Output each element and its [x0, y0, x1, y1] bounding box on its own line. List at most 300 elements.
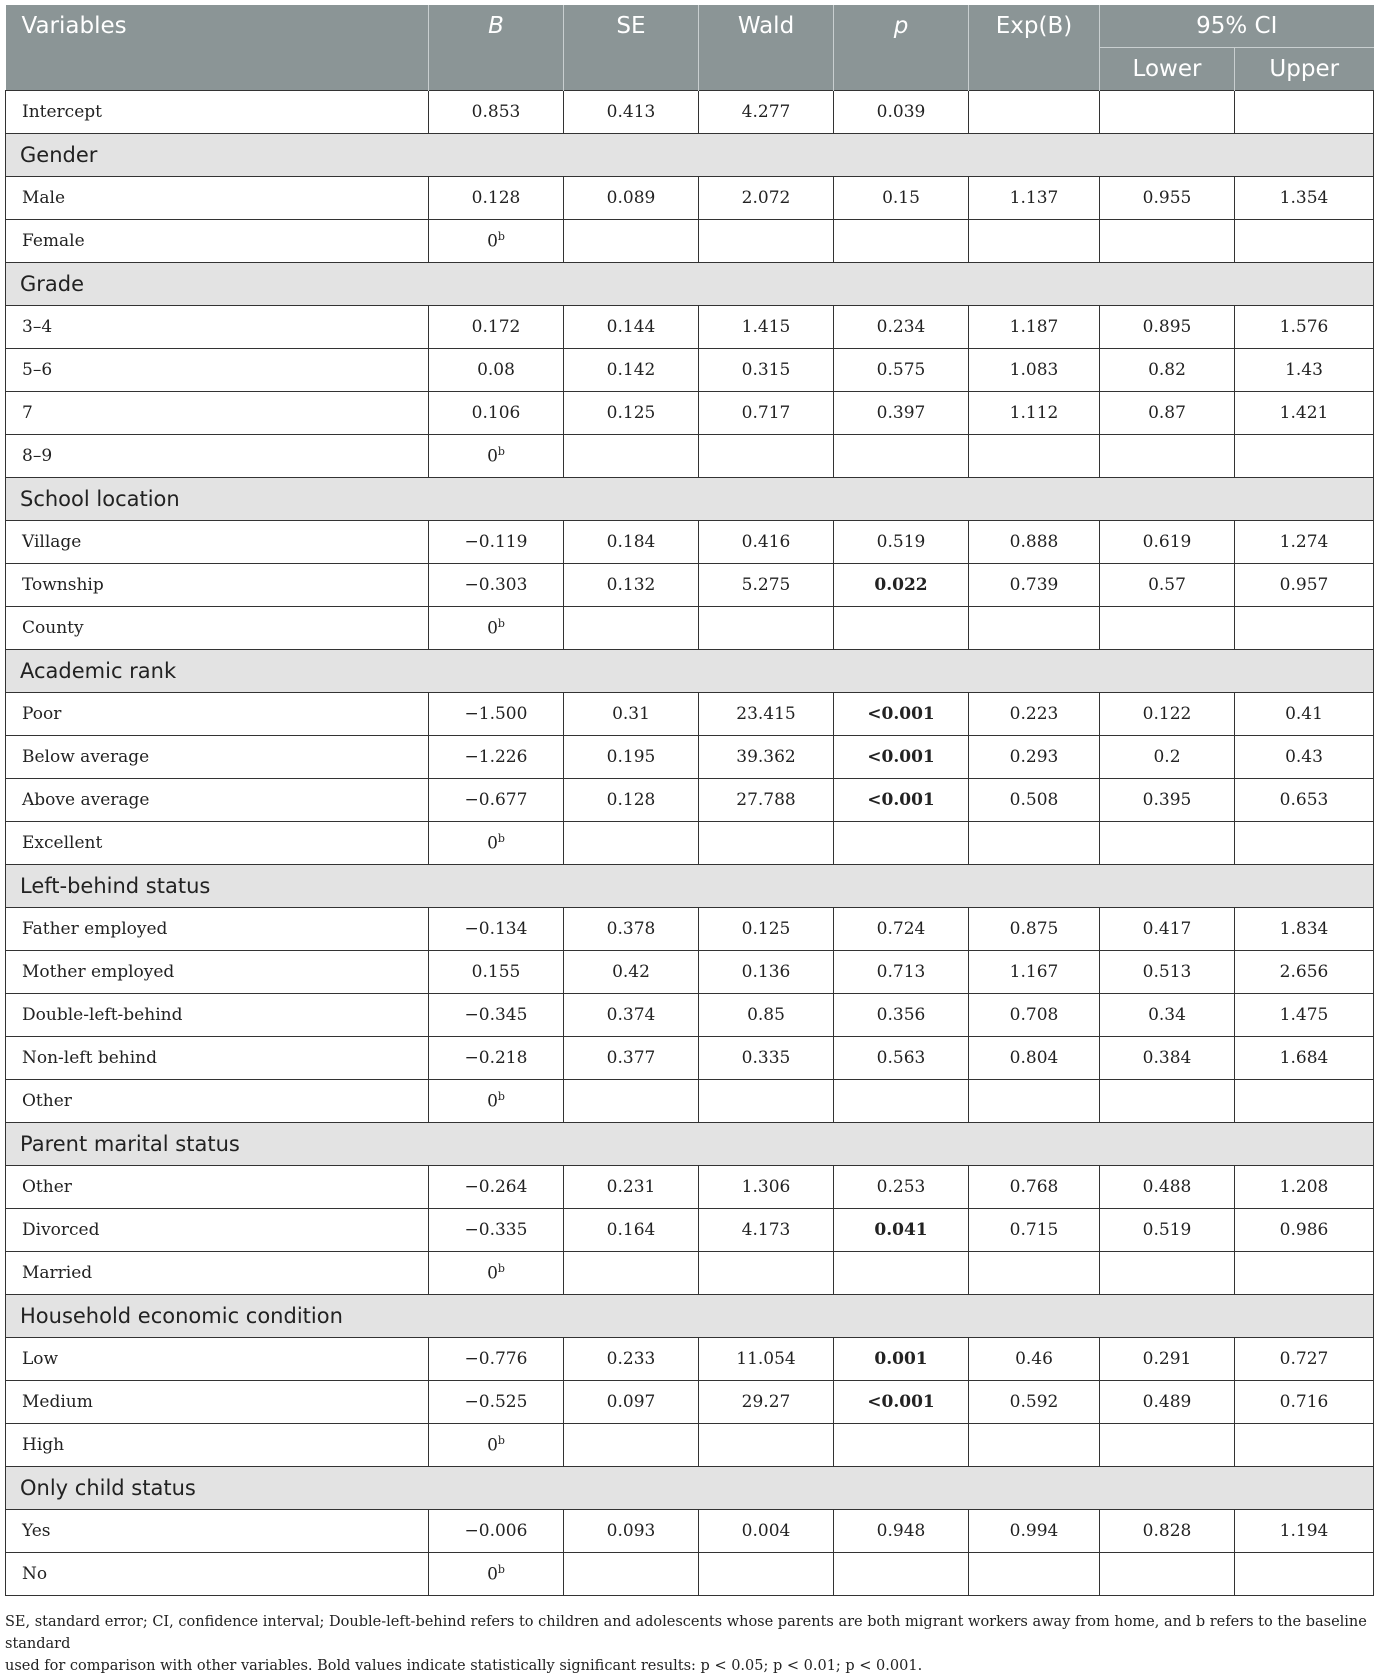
- cell-upper: [1235, 1166, 1374, 1209]
- cell-value: 0.195: [606, 747, 656, 767]
- cell-wald: [699, 1209, 834, 1252]
- cell-se: [564, 306, 699, 349]
- cell-se: [564, 564, 699, 607]
- cell-value: 0.106: [471, 403, 521, 423]
- baseline-marker: b: [497, 1434, 505, 1448]
- cell-value: 0.335: [741, 1048, 791, 1068]
- cell-lower: [1100, 392, 1235, 435]
- cell-p: [834, 607, 969, 650]
- cell-lower: [1100, 1166, 1235, 1209]
- cell-value: 1.167: [1009, 962, 1059, 982]
- cell-wald: [699, 607, 834, 650]
- cell-value: 1.083: [1009, 360, 1059, 380]
- cell-exp: [969, 1510, 1100, 1553]
- cell-lower: [1100, 521, 1235, 564]
- section-header-row: [6, 263, 1374, 306]
- cell-p: [834, 1424, 969, 1467]
- cell-value: 0.957: [1279, 575, 1329, 595]
- cell-upper: [1235, 1424, 1374, 1467]
- cell-value: 0.563: [876, 1048, 926, 1068]
- header-expb: Exp(B): [969, 5, 1100, 91]
- cell-p: [834, 349, 969, 392]
- baseline-marker: b: [497, 617, 505, 631]
- cell-upper: [1235, 951, 1374, 994]
- table-row: [6, 1166, 1374, 1209]
- cell-lower: [1100, 607, 1235, 650]
- cell-value: 2.656: [1279, 962, 1329, 982]
- cell-value: 0.828: [1142, 1521, 1192, 1541]
- cell-exp: [969, 91, 1100, 134]
- cell-wald: [699, 994, 834, 1037]
- cell-b: [429, 564, 564, 607]
- cell-value: 0: [487, 446, 498, 467]
- baseline-marker: b: [497, 1090, 505, 1104]
- cell-exp: [969, 1338, 1100, 1381]
- cell-exp: [969, 306, 1100, 349]
- cell-value: 0.508: [1009, 790, 1059, 810]
- cell-wald: [699, 177, 834, 220]
- cell-se: 0.413: [564, 91, 699, 134]
- cell-value: 11.054: [736, 1349, 796, 1369]
- footnote-line-2: used for comparison with other variables. Bold values indicate statistically significant results: p < 0.05; p < 0.01; p < 0.001.: [5, 1658, 923, 1674]
- cell-b: [429, 521, 564, 564]
- cell-value: 0.378: [606, 919, 656, 939]
- cell-value: 0.416: [741, 532, 791, 552]
- row-label: 3–4: [6, 306, 429, 349]
- cell-value: −0.218: [464, 1048, 528, 1068]
- section-header-row: [6, 1295, 1374, 1338]
- cell-value: 0.519: [1142, 1220, 1192, 1240]
- cell-value: −0.776: [464, 1349, 528, 1369]
- cell-lower: [1100, 91, 1235, 134]
- cell-p: [834, 220, 969, 263]
- row-label: High: [6, 1424, 429, 1467]
- cell-value: 0.31: [612, 704, 650, 724]
- cell-wald: [699, 1080, 834, 1123]
- cell-exp: [969, 349, 1100, 392]
- cell-b: [429, 1381, 564, 1424]
- cell-value: 0.716: [1279, 1392, 1329, 1412]
- row-label: County: [6, 607, 429, 650]
- row-label: Excellent: [6, 822, 429, 865]
- cell-se: [564, 779, 699, 822]
- cell-p: [834, 693, 969, 736]
- table-row: [6, 951, 1374, 994]
- cell-upper: [1235, 822, 1374, 865]
- cell-wald: [699, 564, 834, 607]
- cell-value: 0.15: [882, 188, 920, 208]
- cell-b: [429, 1510, 564, 1553]
- cell-p: [834, 1080, 969, 1123]
- section-title: Grade: [6, 263, 1374, 306]
- cell-value: 0.172: [471, 317, 521, 337]
- cell-b: [429, 951, 564, 994]
- cell-value: 0.122: [1142, 704, 1192, 724]
- cell-value: 0: [487, 231, 498, 252]
- cell-p: [834, 564, 969, 607]
- cell-value: 0.125: [741, 919, 791, 939]
- cell-value: 0.136: [741, 962, 791, 982]
- cell-wald: [699, 1381, 834, 1424]
- section-title: School location: [6, 478, 1374, 521]
- cell-p: [834, 1037, 969, 1080]
- cell-value: 0.142: [606, 360, 656, 380]
- cell-se: [564, 349, 699, 392]
- section-title: Academic rank: [6, 650, 1374, 693]
- table-row: [6, 1209, 1374, 1252]
- cell-b: [429, 220, 564, 263]
- cell-p: [834, 779, 969, 822]
- cell-lower: [1100, 693, 1235, 736]
- cell-exp: [969, 951, 1100, 994]
- cell-value: 0.397: [876, 403, 926, 423]
- cell-value: 0.315: [741, 360, 791, 380]
- cell-value: 1.475: [1279, 1005, 1329, 1025]
- cell-value: 1.684: [1279, 1048, 1329, 1068]
- cell-upper: [1235, 994, 1374, 1037]
- row-label: Low: [6, 1338, 429, 1381]
- cell-se: [564, 994, 699, 1037]
- cell-lower: [1100, 1338, 1235, 1381]
- cell-b: [429, 1080, 564, 1123]
- cell-lower: [1100, 564, 1235, 607]
- section-title: Left-behind status: [6, 865, 1374, 908]
- cell-value: 0.804: [1009, 1048, 1059, 1068]
- table-row: [6, 994, 1374, 1037]
- table-row: [6, 435, 1374, 478]
- cell-p: [834, 306, 969, 349]
- row-label: Township: [6, 564, 429, 607]
- cell-wald: [699, 1553, 834, 1596]
- cell-value: 1.194: [1279, 1521, 1329, 1541]
- table-row: [6, 177, 1374, 220]
- cell-b: [429, 177, 564, 220]
- cell-upper: [1235, 1553, 1374, 1596]
- cell-value: 0.184: [606, 532, 656, 552]
- footnote-line-1: SE, standard error; CI, confidence interval; Double-left-behind refers to children and adolescents whose parents are both migrant workers away from home, and b refers to the baseline standard: [5, 1614, 1367, 1652]
- cell-lower: [1100, 1080, 1235, 1123]
- cell-se: [564, 736, 699, 779]
- cell-value: 0.994: [1009, 1521, 1059, 1541]
- cell-value: 0.395: [1142, 790, 1192, 810]
- cell-se: [564, 1166, 699, 1209]
- table-row: [6, 822, 1374, 865]
- cell-b: [429, 908, 564, 951]
- row-label: 8–9: [6, 435, 429, 478]
- cell-lower: [1100, 1209, 1235, 1252]
- cell-lower: [1100, 349, 1235, 392]
- cell-exp: [969, 908, 1100, 951]
- cell-se: [564, 1553, 699, 1596]
- cell-wald: [699, 521, 834, 564]
- cell-se: [564, 392, 699, 435]
- cell-lower: [1100, 951, 1235, 994]
- table-header: [6, 5, 1374, 91]
- cell-value: 0.132: [606, 575, 656, 595]
- cell-upper: [1235, 435, 1374, 478]
- cell-se: [564, 951, 699, 994]
- cell-value: 0.041: [874, 1220, 928, 1240]
- header-se: SE: [564, 5, 699, 91]
- cell-se: [564, 1209, 699, 1252]
- cell-value: 1.187: [1009, 317, 1059, 337]
- cell-value: 0.155: [471, 962, 521, 982]
- cell-exp: [969, 1166, 1100, 1209]
- cell-value: 0.34: [1148, 1005, 1186, 1025]
- cell-value: −0.303: [464, 575, 528, 595]
- cell-value: 0.233: [606, 1349, 656, 1369]
- cell-upper: [1235, 607, 1374, 650]
- cell-value: −1.500: [464, 704, 528, 724]
- cell-value: 0.986: [1279, 1220, 1329, 1240]
- row-label: Other: [6, 1080, 429, 1123]
- header-wald: Wald: [699, 5, 834, 91]
- baseline-marker: b: [497, 230, 505, 244]
- cell-value: 0.234: [876, 317, 926, 337]
- cell-exp: [969, 1424, 1100, 1467]
- table-row: [6, 1424, 1374, 1467]
- table-row: [6, 736, 1374, 779]
- row-label: Village: [6, 521, 429, 564]
- cell-p: [834, 1338, 969, 1381]
- cell-value: 0.42: [612, 962, 650, 982]
- cell-b: [429, 736, 564, 779]
- cell-wald: [699, 908, 834, 951]
- cell-se: [564, 908, 699, 951]
- cell-upper: [1235, 564, 1374, 607]
- cell-value: 0.093: [606, 1521, 656, 1541]
- cell-value: 1.306: [741, 1177, 791, 1197]
- cell-value: 0.489: [1142, 1392, 1192, 1412]
- table-row: [6, 1080, 1374, 1123]
- row-label: Father employed: [6, 908, 429, 951]
- cell-value: 0.125: [606, 403, 656, 423]
- table-row: [6, 306, 1374, 349]
- table-row: [6, 1037, 1374, 1080]
- cell-value: 0.87: [1148, 403, 1186, 423]
- cell-value: 0: [487, 833, 498, 854]
- row-label: Other: [6, 1166, 429, 1209]
- cell-exp: [969, 607, 1100, 650]
- cell-upper: [1235, 1037, 1374, 1080]
- cell-value: <0.001: [867, 790, 935, 810]
- cell-se: [564, 1080, 699, 1123]
- cell-value: 0.513: [1142, 962, 1192, 982]
- cell-value: −0.119: [464, 532, 528, 552]
- cell-se: [564, 607, 699, 650]
- cell-value: −0.525: [464, 1392, 528, 1412]
- cell-upper: [1235, 1510, 1374, 1553]
- header-ci: 95% CI: [1100, 5, 1374, 48]
- cell-value: 0.2: [1153, 747, 1181, 767]
- cell-b: [429, 607, 564, 650]
- cell-se: [564, 1381, 699, 1424]
- cell-wald: [699, 779, 834, 822]
- cell-p: [834, 822, 969, 865]
- cell-value: 0.575: [876, 360, 926, 380]
- regression-table-container: [5, 5, 1373, 1596]
- cell-value: 1.208: [1279, 1177, 1329, 1197]
- cell-value: 1.274: [1279, 532, 1329, 552]
- cell-exp: [969, 177, 1100, 220]
- cell-value: 0.41: [1285, 704, 1323, 724]
- cell-value: 0: [487, 1564, 498, 1585]
- cell-value: 0.08: [477, 360, 515, 380]
- cell-value: 0.43: [1285, 747, 1323, 767]
- cell-value: 0.223: [1009, 704, 1059, 724]
- cell-upper: [1235, 693, 1374, 736]
- cell-b: [429, 1209, 564, 1252]
- cell-value: 4.173: [741, 1220, 791, 1240]
- cell-exp: [969, 994, 1100, 1037]
- table-body: [6, 91, 1374, 1596]
- cell-value: 39.362: [736, 747, 796, 767]
- cell-value: 0.708: [1009, 1005, 1059, 1025]
- cell-value: 0.384: [1142, 1048, 1192, 1068]
- cell-value: 0: [487, 1435, 498, 1456]
- cell-lower: [1100, 1553, 1235, 1596]
- cell-exp: [969, 1080, 1100, 1123]
- cell-se: [564, 177, 699, 220]
- cell-value: 1.112: [1009, 403, 1059, 423]
- cell-value: 5.275: [741, 575, 791, 595]
- cell-value: 1.421: [1279, 403, 1329, 423]
- cell-b: [429, 392, 564, 435]
- cell-p: [834, 392, 969, 435]
- cell-b: [429, 435, 564, 478]
- cell-value: 0.955: [1142, 188, 1192, 208]
- cell-upper: [1235, 1252, 1374, 1295]
- cell-value: 0.231: [606, 1177, 656, 1197]
- cell-b: [429, 1424, 564, 1467]
- cell-wald: [699, 693, 834, 736]
- baseline-marker: b: [497, 1262, 505, 1276]
- cell-value: 0.097: [606, 1392, 656, 1412]
- cell-wald: [699, 1037, 834, 1080]
- cell-se: [564, 1252, 699, 1295]
- cell-value: 0.888: [1009, 532, 1059, 552]
- cell-b: [429, 1252, 564, 1295]
- section-header-row: [6, 650, 1374, 693]
- cell-lower: [1100, 822, 1235, 865]
- cell-b: 0.853: [429, 91, 564, 134]
- cell-lower: [1100, 994, 1235, 1037]
- cell-upper: [1235, 1338, 1374, 1381]
- cell-p: [834, 1381, 969, 1424]
- cell-upper: [1235, 177, 1374, 220]
- baseline-marker: b: [497, 832, 505, 846]
- cell-p: [834, 435, 969, 478]
- cell-se: [564, 822, 699, 865]
- cell-value: <0.001: [867, 704, 935, 724]
- row-label: Medium: [6, 1381, 429, 1424]
- cell-value: 0.164: [606, 1220, 656, 1240]
- section-title: Only child status: [6, 1467, 1374, 1510]
- cell-value: 1.415: [741, 317, 791, 337]
- section-header-row: [6, 1123, 1374, 1166]
- cell-exp: [969, 1037, 1100, 1080]
- cell-value: 0.417: [1142, 919, 1192, 939]
- table-row: [6, 607, 1374, 650]
- cell-upper: [1235, 349, 1374, 392]
- cell-exp: [969, 1252, 1100, 1295]
- cell-wald: [699, 736, 834, 779]
- cell-lower: [1100, 1381, 1235, 1424]
- table-row: [6, 220, 1374, 263]
- cell-wald: [699, 306, 834, 349]
- cell-value: 0.356: [876, 1005, 926, 1025]
- row-label: Non-left behind: [6, 1037, 429, 1080]
- cell-lower: [1100, 1252, 1235, 1295]
- cell-value: 1.43: [1285, 360, 1323, 380]
- cell-p: [834, 521, 969, 564]
- section-header-row: [6, 1467, 1374, 1510]
- cell-value: 0.768: [1009, 1177, 1059, 1197]
- cell-value: 1.576: [1279, 317, 1329, 337]
- cell-upper: [1235, 1209, 1374, 1252]
- cell-lower: [1100, 779, 1235, 822]
- cell-exp: [969, 736, 1100, 779]
- cell-value: 0.128: [471, 188, 521, 208]
- table-row: [6, 392, 1374, 435]
- header-b: B: [429, 5, 564, 91]
- cell-value: 0: [487, 618, 498, 639]
- table-row: [6, 908, 1374, 951]
- cell-upper: [1235, 736, 1374, 779]
- cell-value: 0.144: [606, 317, 656, 337]
- cell-value: 0.715: [1009, 1220, 1059, 1240]
- cell-exp: [969, 435, 1100, 478]
- cell-value: 0.291: [1142, 1349, 1192, 1369]
- cell-value: −0.264: [464, 1177, 528, 1197]
- cell-value: 0.727: [1279, 1349, 1329, 1369]
- cell-value: 1.137: [1009, 188, 1059, 208]
- cell-p: [834, 736, 969, 779]
- cell-value: 0.85: [747, 1005, 785, 1025]
- cell-value: 29.27: [741, 1392, 791, 1412]
- cell-wald: [699, 392, 834, 435]
- cell-value: −0.006: [464, 1521, 528, 1541]
- cell-value: 0.739: [1009, 575, 1059, 595]
- cell-exp: [969, 693, 1100, 736]
- header-upper: Upper: [1235, 48, 1374, 91]
- cell-b: [429, 779, 564, 822]
- cell-b: [429, 822, 564, 865]
- cell-se: [564, 435, 699, 478]
- cell-se: [564, 521, 699, 564]
- cell-value: 0.004: [741, 1521, 791, 1541]
- cell-b: [429, 994, 564, 1037]
- cell-value: 0.653: [1279, 790, 1329, 810]
- cell-lower: [1100, 1424, 1235, 1467]
- section-header-row: [6, 478, 1374, 521]
- cell-value: 0.293: [1009, 747, 1059, 767]
- cell-se: [564, 1037, 699, 1080]
- cell-lower: [1100, 435, 1235, 478]
- cell-exp: [969, 392, 1100, 435]
- table-row-intercept: [6, 91, 1374, 134]
- cell-exp: [969, 1209, 1100, 1252]
- cell-wald: [699, 220, 834, 263]
- cell-value: 23.415: [736, 704, 796, 724]
- cell-value: 0.001: [874, 1349, 928, 1369]
- cell-value: 0.128: [606, 790, 656, 810]
- cell-upper: [1235, 779, 1374, 822]
- cell-value: 0.089: [606, 188, 656, 208]
- cell-p: 0.039: [834, 91, 969, 134]
- cell-value: 0.895: [1142, 317, 1192, 337]
- cell-p: [834, 1510, 969, 1553]
